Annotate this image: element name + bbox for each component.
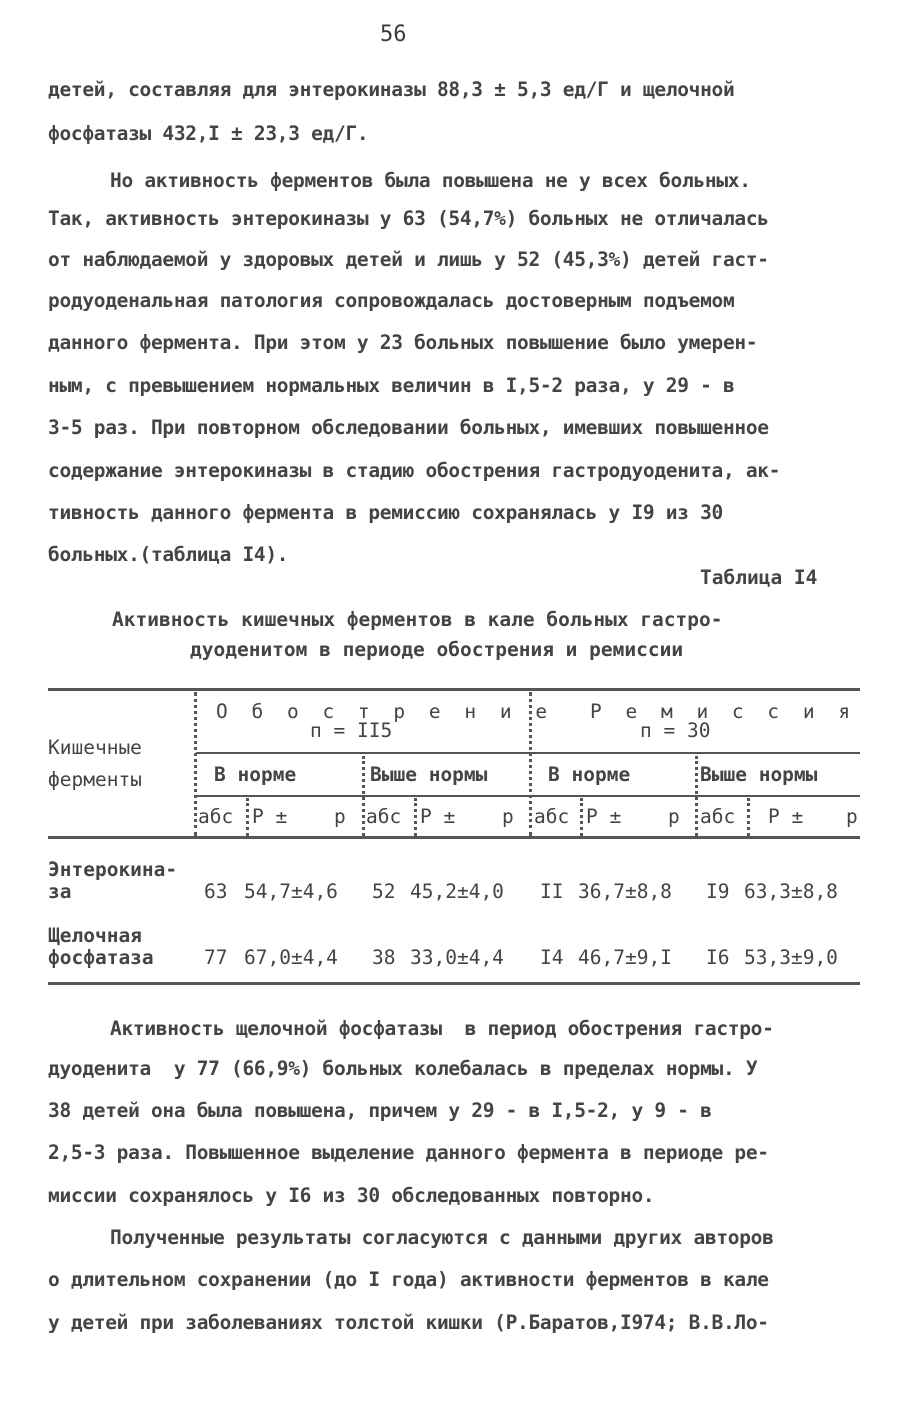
table-cell: 67,0±4,4 — [244, 946, 338, 969]
subheader-norm: В норме — [548, 763, 631, 786]
table-cell: 52 — [372, 880, 396, 903]
text-line: детей, составляя для энтерокиназы 88,3 ± 5,3 ед/Г и щелочной — [48, 78, 735, 101]
table-cell: 53,3±9,0 — [744, 946, 838, 969]
text-line: 2,5-3 раза. Повышенное выделение данного фермента в периоде ре- — [48, 1141, 769, 1164]
table-cell: 63 — [204, 880, 228, 903]
subheader-p-pm: Р ± — [768, 805, 804, 828]
text-line: Но активность ферментов была повышена не у всех больных. — [110, 169, 751, 192]
text-line: тивность данного фермента в ремиссию сохранялась у I9 из 30 — [48, 501, 723, 524]
table-cell: 77 — [204, 946, 228, 969]
subheader-p-pm: Р ± — [586, 805, 622, 828]
table-cell: I4 — [540, 946, 564, 969]
subheader-above: Выше нормы — [370, 763, 488, 786]
table-cell: 38 — [372, 946, 396, 969]
table-cell: I9 — [706, 880, 730, 903]
subheader-p: р — [502, 805, 514, 828]
text-line: дуоденита у 77 (66,9%) больных колебалась в пределах нормы. У — [48, 1057, 758, 1080]
subheader-p-pm: Р ± — [252, 805, 288, 828]
text-line: данного фермента. При этом у 23 больных повышение было умерен- — [48, 331, 758, 354]
subheader-abs: абс — [366, 805, 402, 828]
table-divider — [580, 798, 583, 836]
table-cell: 63,3±8,8 — [744, 880, 838, 903]
table-cell: II — [540, 880, 564, 903]
table-top-rule — [48, 688, 860, 691]
text-line: родуоденальная патология сопровождалась достоверным подъемом — [48, 289, 735, 312]
text-line: от наблюдаемой у здоровых детей и лишь у 52 (45,3%) детей гаст- — [48, 248, 769, 271]
text-line: Так, активность энтерокиназы у 63 (54,7%) больных не отличалась — [48, 207, 769, 230]
table-divider — [194, 692, 197, 836]
group-header-remission: Р е м и с с и я — [590, 700, 857, 723]
table-rule — [196, 752, 860, 754]
subheader-p: р — [334, 805, 346, 828]
table-cell: 45,2±4,0 — [410, 880, 504, 903]
table-divider — [362, 756, 365, 836]
row-name: Щелочная — [48, 924, 142, 947]
table-rule — [196, 795, 860, 797]
table-bottom-rule — [48, 982, 860, 985]
subheader-p: р — [846, 805, 858, 828]
subheader-p-pm: Р ± — [420, 805, 456, 828]
text-line: Активность щелочной фосфатазы в период обострения гастро- — [110, 1017, 774, 1040]
col-header-ferments: Кишечные ферменты — [48, 736, 142, 791]
row-name: фосфатаза — [48, 946, 154, 969]
text-line: о длительном сохранении (до I года) активности ферментов в кале — [48, 1268, 769, 1291]
text-line: больных.(таблица I4). — [48, 543, 289, 566]
text-line: ным, с превышением нормальных величин в I,5-2 раза, у 29 - в — [48, 374, 735, 397]
page-number: 56 — [380, 22, 407, 47]
text-line: 38 детей она была повышена, причем у 29 - в I,5-2, у 9 - в — [48, 1099, 712, 1122]
group-header-exacerbation: О б о с т р е н и е — [216, 700, 554, 723]
subheader-abs: абс — [700, 805, 736, 828]
table-divider — [747, 798, 750, 836]
group-header-exacerbation-n: п = II5 — [310, 719, 393, 742]
table-cell: 46,7±9,I — [578, 946, 672, 969]
table-divider — [414, 798, 417, 836]
table-caption: Таблица I4 — [700, 566, 818, 589]
table-cell: 54,7±4,6 — [244, 880, 338, 903]
table-cell: 36,7±8,8 — [578, 880, 672, 903]
subheader-abs: абс — [534, 805, 570, 828]
subheader-abs: абс — [198, 805, 234, 828]
subheader-norm: В норме — [214, 763, 297, 786]
text-line: у детей при заболеваниях толстой кишки (Р.Баратов,I974; В.В.Ло- — [48, 1311, 769, 1334]
table-divider — [246, 798, 249, 836]
text-line: Полученные результаты согласуются с данными других авторов — [110, 1226, 774, 1249]
row-name: за — [48, 880, 72, 903]
table-title-line: дуоденитом в периоде обострения и ремиссии — [190, 638, 684, 661]
table-header-rule — [48, 836, 860, 839]
table-title-line: Активность кишечных ферментов в кале больных гастро- — [112, 608, 723, 631]
text-line: 3-5 раз. При повторном обследовании больных, имевших повышенное — [48, 416, 769, 439]
table-divider — [695, 756, 698, 836]
table-cell: I6 — [706, 946, 730, 969]
text-line: миссии сохранялось у I6 из 30 обследованных повторно. — [48, 1184, 655, 1207]
text-line: фосфатазы 432,I ± 23,3 ед/Г. — [48, 122, 369, 145]
group-header-remission-n: п = 30 — [640, 719, 711, 742]
subheader-p: р — [668, 805, 680, 828]
subheader-above: Выше нормы — [700, 763, 818, 786]
table-cell: 33,0±4,4 — [410, 946, 504, 969]
text-line: содержание энтерокиназы в стадию обострения гастродуоденита, ак- — [48, 459, 781, 482]
row-name: Энтерокина- — [48, 858, 178, 881]
